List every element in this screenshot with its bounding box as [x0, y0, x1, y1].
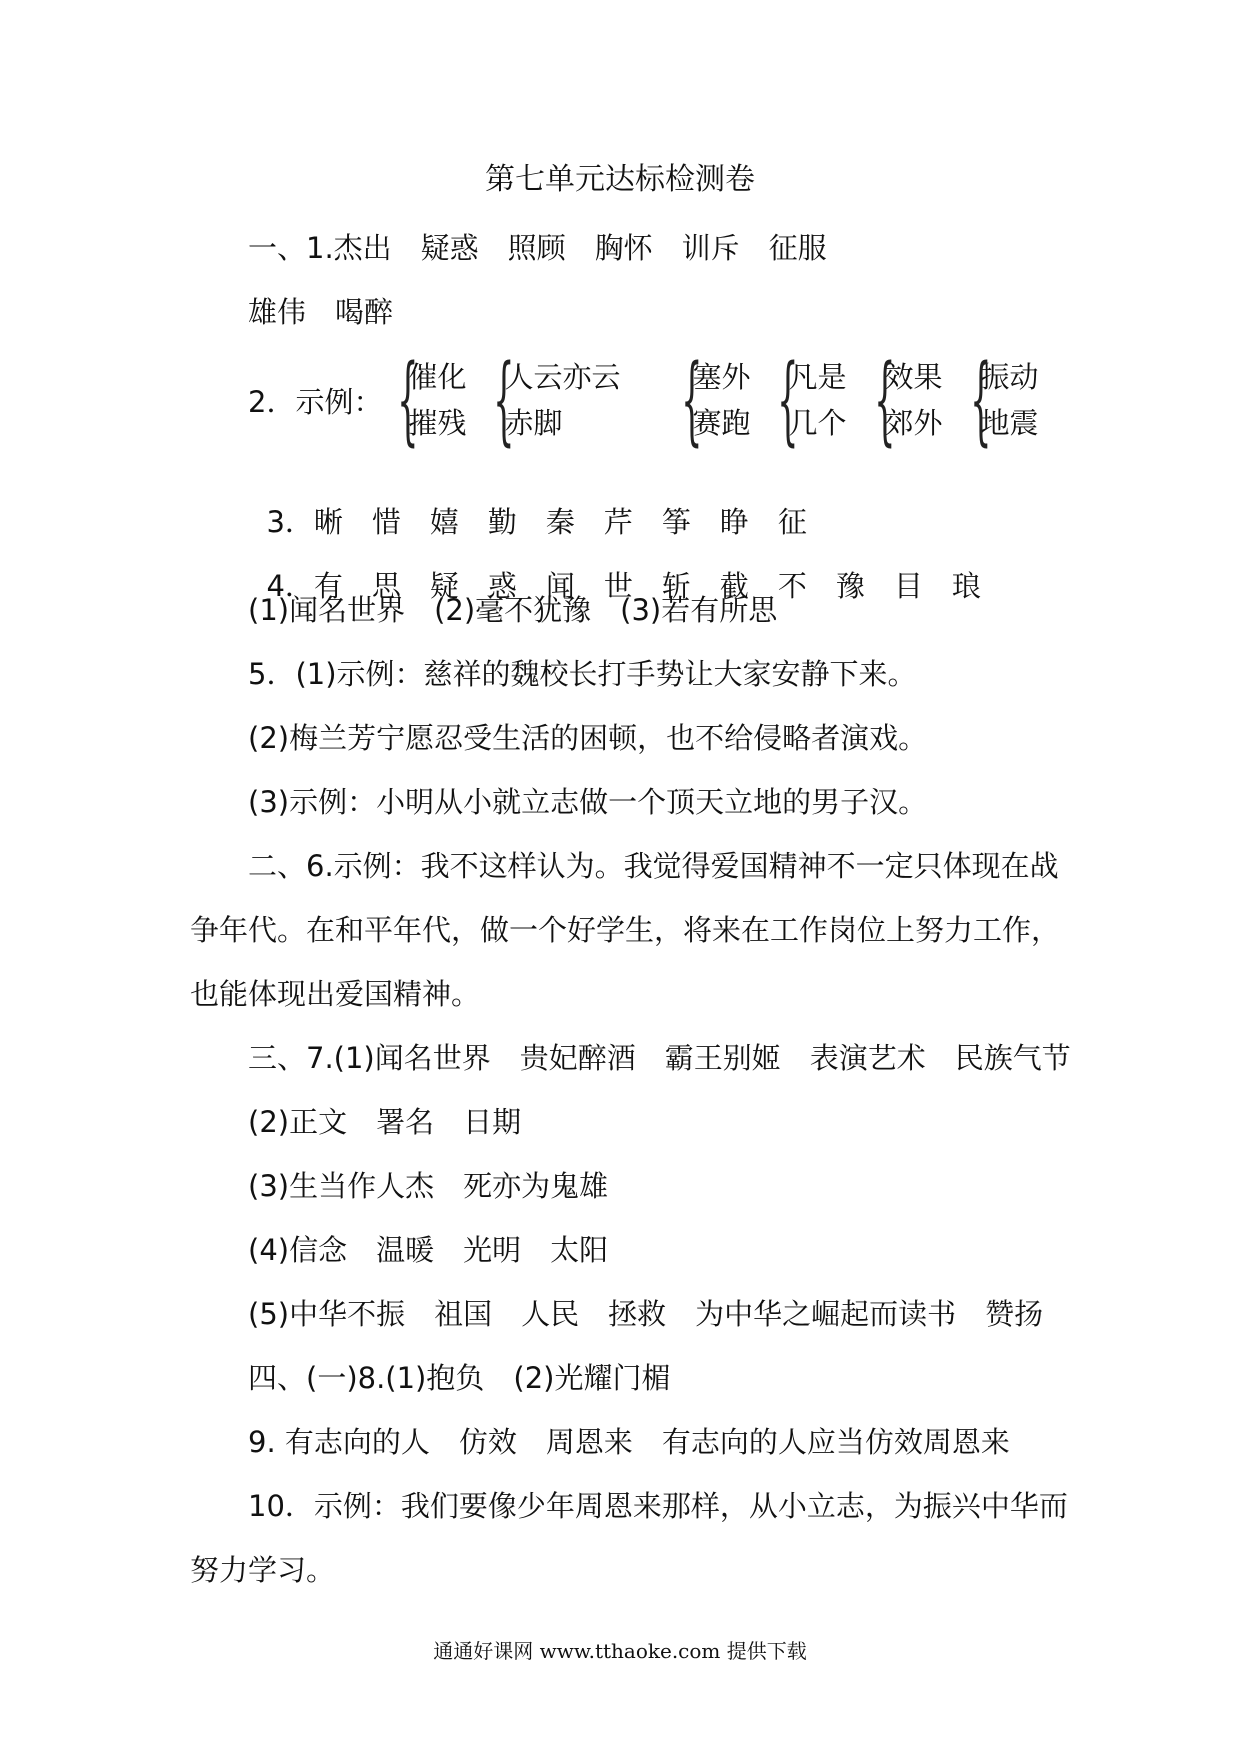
answer-line-7: 三、7.(1)闻名世界 贵妃醉酒 霸王别姬 表演艺术 民族气节 — [248, 1041, 1071, 1075]
answer-line-7-3: (3)生当作人杰 死亦为鬼雄 — [248, 1169, 609, 1203]
char: 目 — [893, 569, 923, 603]
char: 睁 — [719, 505, 749, 539]
char: 闻 — [545, 569, 575, 603]
word-top: 效果 — [884, 360, 943, 394]
answer-line-2-word-groups — [248, 344, 1057, 456]
word-group — [961, 344, 1039, 456]
answer-line-2-prefix: 2．示例： — [248, 384, 383, 419]
char: 惑 — [487, 569, 517, 603]
answer-line-9: 9. 有志向的人 仿效 周恩来 有志向的人应当仿效周恩来 — [248, 1425, 1010, 1459]
word-top: 人云亦云 — [504, 360, 621, 394]
brace-glyph: { — [777, 344, 799, 456]
word-bottom: 几个 — [788, 406, 847, 440]
word-bottom: 郊外 — [884, 406, 943, 440]
answer-line-7-5: (5)中华不振 祖国 人民 拯救 为中华之崛起而读书 赞扬 — [248, 1297, 1044, 1331]
word-top: 催化 — [408, 360, 467, 394]
brace-glyph: { — [873, 344, 895, 456]
char: 秦 — [545, 505, 575, 539]
answer-line-6: 二、6.示例：我不这样认为。我觉得爱国精神不一定只体现在战 — [248, 849, 1059, 883]
answer-line-1-cont: 雄伟 喝醉 — [248, 295, 394, 329]
brace-glyph: { — [681, 344, 703, 456]
answer-line-7-2: (2)正文 署名 日期 — [248, 1105, 522, 1139]
answer-line-4-sub: (1)闻名世界 (2)毫不犹豫 (3)若有所思 — [248, 593, 778, 627]
word-bottom: 赤脚 — [504, 406, 563, 440]
answer-line-1: 一、1.杰出 疑惑 照顾 胸怀 训斥 征服 — [248, 231, 827, 265]
page-title: 第七单元达标检测卷 — [485, 162, 755, 197]
word-top: 塞外 — [692, 360, 751, 394]
brace-glyph: { — [397, 344, 419, 456]
answer-line-6-cont-2: 也能体现出爱国精神。 — [190, 977, 481, 1011]
char: 截 — [719, 569, 749, 603]
word-group — [388, 344, 467, 456]
char: 斩 — [661, 569, 691, 603]
answer-line-4-prefix: 4． — [266, 569, 314, 603]
char: 晰 — [313, 505, 343, 539]
char: 嬉 — [429, 505, 459, 539]
char: 筝 — [661, 505, 691, 539]
word-top: 凡是 — [788, 360, 847, 394]
answer-line-10: 10．示例：我们要像少年周恩来那样，从小立志，为振兴中华而 — [248, 1489, 1068, 1523]
word-bottom: 地震 — [980, 406, 1039, 440]
answer-line-8: 四、(一)8.(1)抱负 (2)光耀门楣 — [248, 1361, 671, 1395]
char: 惜 — [371, 505, 401, 539]
char: 疑 — [429, 569, 459, 603]
word-bottom: 摧残 — [408, 406, 467, 440]
answer-line-10-cont: 努力学习。 — [190, 1553, 336, 1587]
char: 征 — [777, 505, 807, 539]
answer-line-6-cont-1: 争年代。在和平年代，做一个好学生，将来在工作岗位上努力工作， — [190, 913, 1061, 947]
answer-line-3-prefix: 3． — [266, 505, 314, 539]
brace-glyph: { — [969, 344, 991, 456]
char: 思 — [371, 569, 401, 603]
answer-line-5-2: (2)梅兰芳宁愿忍受生活的困顿，也不给侵略者演戏。 — [248, 721, 928, 755]
char: 豫 — [835, 569, 865, 603]
word-group — [672, 344, 751, 456]
char: 芹 — [603, 505, 633, 539]
answer-line-7-4: (4)信念 温暖 光明 太阳 — [248, 1233, 609, 1267]
brace-glyph: { — [493, 344, 515, 456]
char: 世 — [603, 569, 633, 603]
word-top: 振动 — [980, 360, 1039, 394]
word-bottom: 赛跑 — [692, 406, 751, 440]
word-group — [768, 344, 847, 456]
char: 琅 — [951, 569, 981, 603]
answer-line-5: 5．(1)示例：慈祥的魏校长打手势让大家安静下来。 — [248, 657, 917, 691]
word-group — [484, 344, 654, 456]
char: 不 — [777, 569, 807, 603]
char: 有 — [313, 569, 343, 603]
answer-line-5-3: (3)示例：小明从小就立志做一个顶天立地的男子汉。 — [248, 785, 928, 819]
char: 勤 — [487, 505, 517, 539]
word-group — [865, 344, 943, 456]
page-footer: 通通好课网 www.tthaoke.com 提供下载 — [433, 1639, 807, 1663]
